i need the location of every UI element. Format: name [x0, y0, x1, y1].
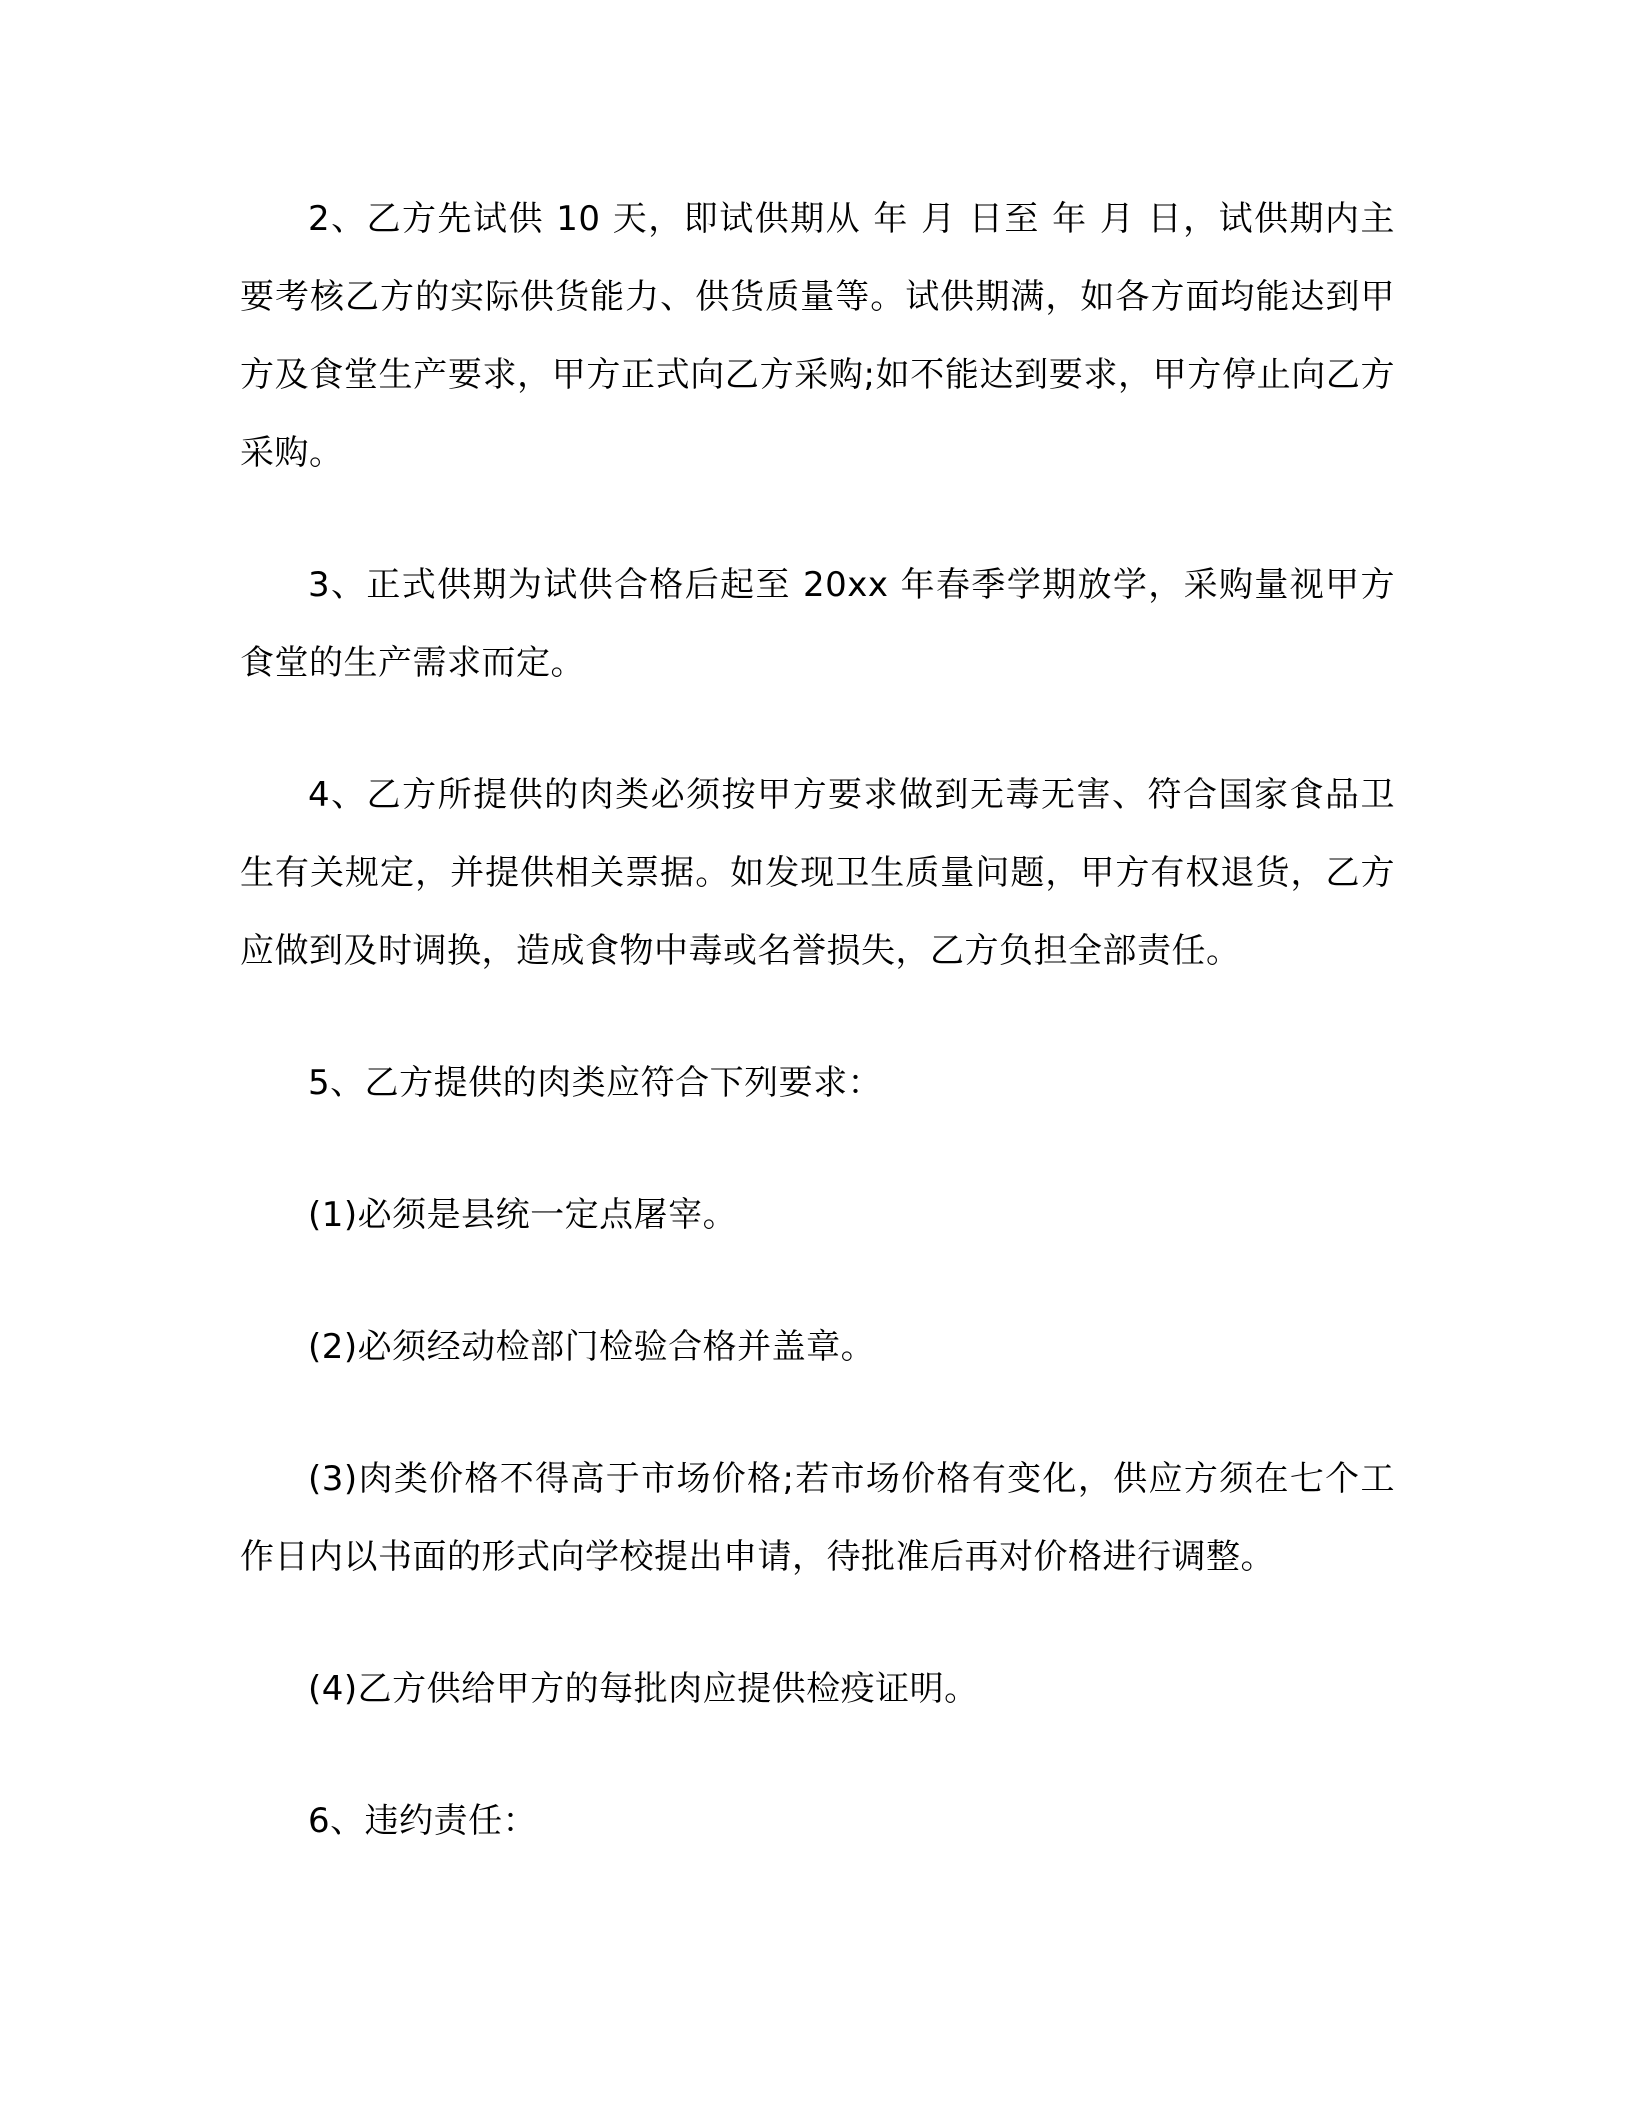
requirement-item-2: (2)必须经动检部门检验合格并盖章。	[308, 1327, 876, 1367]
paragraph-breach-liability: 6、违约责任：	[308, 1801, 538, 1841]
paragraph-formal-supply-period: 3、正式供期为试供合格后起至 20xx 年春季学期放学，采购量视甲方食堂的生产需求而定。	[240, 565, 1395, 683]
requirement-item-3: (3)肉类价格不得高于市场价格;若市场价格有变化，供应方须在七个工作日内以书面的形式向学校提出申请，待批准后再对价格进行调整。	[240, 1459, 1395, 1577]
requirement-item-4: (4)乙方供给甲方的每批肉应提供检疫证明。	[308, 1669, 979, 1709]
paragraph-meat-safety: 4、乙方所提供的肉类必须按甲方要求做到无毒无害、符合国家食品卫生有关规定，并提供相关票据。如发现卫生质量问题，甲方有权退货，乙方应做到及时调换，造成食物中毒或名誉损失，乙方负担全部责任。	[240, 775, 1395, 971]
paragraph-meat-requirements: 5、乙方提供的肉类应符合下列要求：	[308, 1063, 883, 1103]
document-body	[240, 180, 1395, 1860]
requirement-item-1: (1)必须是县统一定点屠宰。	[308, 1195, 738, 1235]
paragraph-trial-supply: 2、乙方先试供 10 天，即试供期从 年 月 日至 年 月 日，试供期内主要考核乙方的实际供货能力、供货质量等。试供期满，如各方面均能达到甲方及食堂生产要求，甲方正式向乙方采购;如不能达到要求，甲方停止向乙方采购。	[240, 199, 1395, 473]
